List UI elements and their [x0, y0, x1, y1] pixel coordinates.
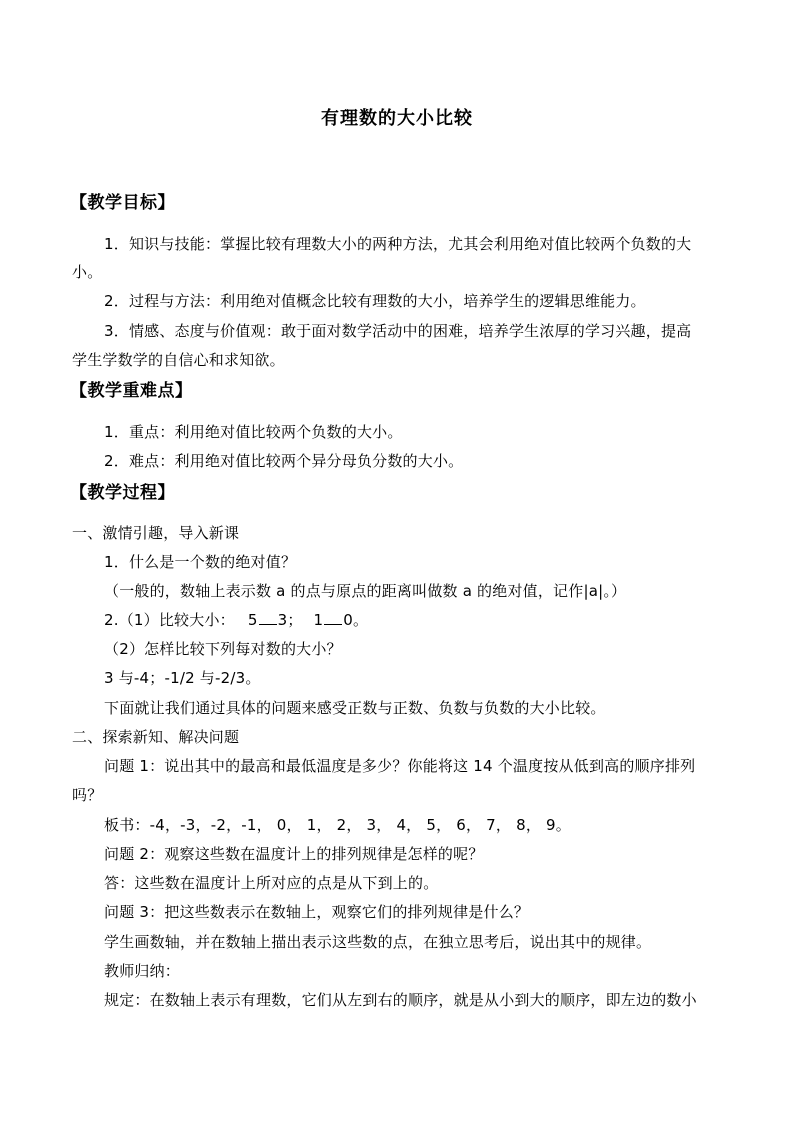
student-action: 学生画数轴，并在数轴上描出表示这些数的点，在独立思考后，说出其中的规律。	[104, 933, 652, 951]
goal-item-2: 2．过程与方法：利用绝对值概念比较有理数的大小，培养学生的逻辑思维能力。	[104, 292, 646, 310]
blank-underline	[259, 610, 277, 625]
problem-1-line-2: 吗？	[72, 786, 103, 804]
rule-text: 规定：在数轴上表示有理数，它们从左到右的顺序，就是从小到大的顺序，即左边的数小	[104, 991, 697, 1009]
question-2-prefix: 2.（1）比较大小：	[104, 611, 235, 629]
problem-2: 问题 2：观察这些数在温度计上的排列规律是怎样的呢？	[104, 845, 484, 863]
compare-a-left: 5	[247, 611, 258, 629]
key-point-1: 1．重点：利用绝对值比较两个负数的大小。	[104, 423, 403, 441]
compare-b-left: 1	[313, 611, 324, 629]
key-point-2: 2．难点：利用绝对值比较两个异分母负分数的大小。	[104, 452, 464, 470]
problem-3: 问题 3：把这些数表示在数轴上，观察它们的排列规律是什么？	[104, 903, 530, 921]
goal-item-1-line-2: 小。	[72, 263, 103, 281]
section-heading-goals: 【教学目标】	[70, 193, 175, 213]
answer-2: 答：这些数在温度计上所对应的点是从下到上的。	[104, 874, 439, 892]
part-1-title: 一、激情引趣，导入新课	[72, 524, 240, 542]
goal-item-1-line-1: 1．知识与技能：掌握比较有理数大小的两种方法，尤其会利用绝对值比较两个负数的大	[104, 235, 692, 253]
question-2-part-2: （2）怎样比较下列每对数的大小？	[104, 640, 342, 658]
question-1: 1．什么是一个数的绝对值？	[104, 553, 297, 571]
part-2-title: 二、探索新知、解决问题	[72, 728, 240, 746]
board-notes: 板书：-4，-3，-2，-1， 0， 1， 2， 3， 4， 5， 6， 7， 8， 9。	[104, 816, 571, 834]
page-title: 有理数的大小比较	[321, 108, 473, 129]
goal-item-3-line-2: 学生学数学的自信心和求知欲。	[72, 351, 285, 369]
compare-a-right: 3；	[277, 611, 303, 629]
goal-item-3-line-1: 3．情感、态度与价值观：敢于面对数学活动中的困难，培养学生浓厚的学习兴趣，提高	[104, 322, 692, 340]
problem-1-line-1: 问题 1：说出其中的最高和最低温度是多少？你能将这 14 个温度按从低到高的顺序排列	[104, 757, 696, 775]
teacher-summary: 教师归纳：	[104, 962, 181, 980]
question-2-pairs: 3 与-4；-1/2 与-2/3。	[104, 669, 261, 687]
section-heading-process: 【教学过程】	[70, 483, 175, 503]
compare-b-right: 0。	[343, 611, 369, 629]
question-1-answer: （一般的，数轴上表示数 a 的点与原点的距离叫做数 a 的绝对值，记作|a|。）	[104, 582, 627, 600]
section-heading-key-points: 【教学重难点】	[70, 381, 193, 401]
intro-text: 下面就让我们通过具体的问题来感受正数与正数、负数与负数的大小比较。	[104, 699, 606, 717]
blank-underline	[324, 610, 342, 625]
question-2-compare	[104, 610, 368, 630]
